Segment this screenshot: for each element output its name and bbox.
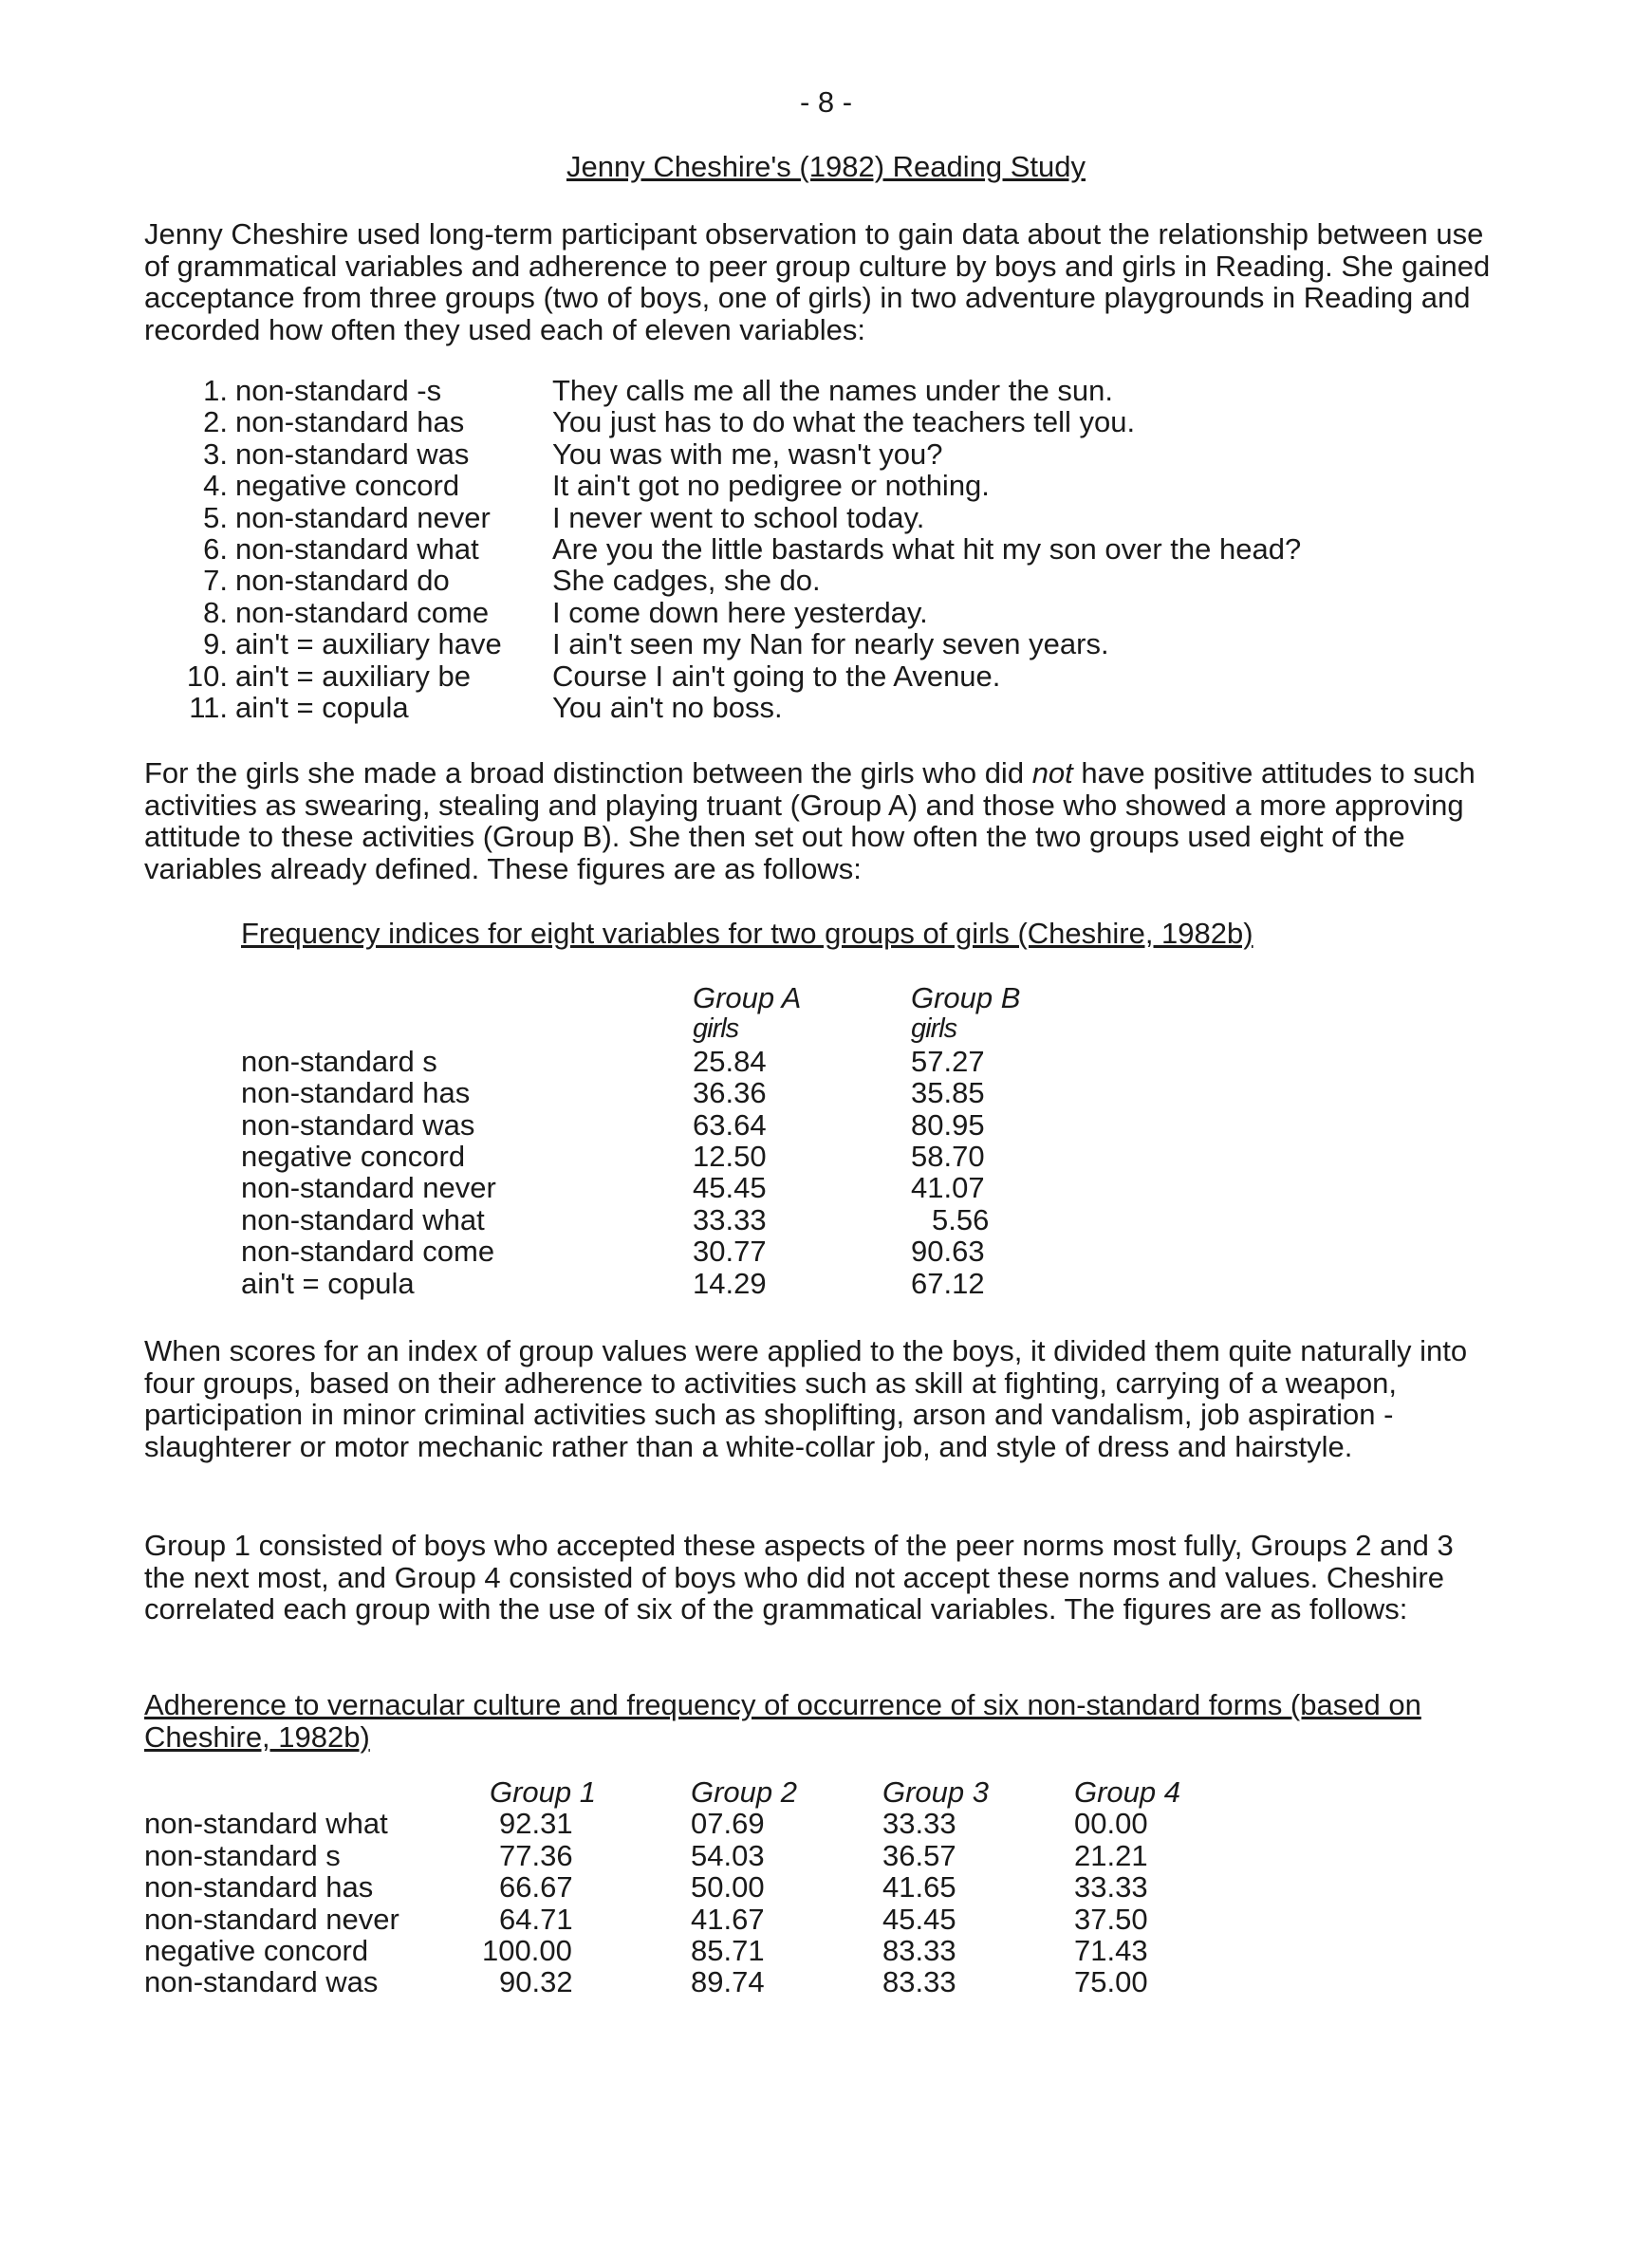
table-cell: 25.84	[693, 1044, 767, 1078]
list-item-example: She cadges, she do.	[552, 564, 821, 598]
list-item-example: I ain't seen my Nan for nearly seven years.	[552, 627, 1109, 661]
list-item-number: 7.	[203, 564, 228, 598]
column-header: Group 4	[1074, 1775, 1181, 1809]
list-item-variable: negative concord	[235, 469, 460, 503]
table-row	[144, 1935, 1180, 1966]
table-row	[144, 1840, 1180, 1871]
column-subheader: girls	[911, 1013, 957, 1045]
table-cell: 00.00	[1074, 1807, 1148, 1841]
row-label: negative concord	[241, 1140, 466, 1174]
column-header: Group 1	[490, 1775, 597, 1809]
table-cell: 33.33	[1074, 1870, 1148, 1904]
list-item	[180, 470, 1301, 501]
table-cell: 30.77	[693, 1235, 767, 1269]
boys-paragraph: When scores for an index of group values were applied to the boys, it divided them quite naturally into four groups, based on their adherence to activities such as skill at fighting, carrying of a weapon, participation in minor criminal activities such as shoplifting, arson and vandalism, job aspiration - slaughterer or motor mechanic rather than a white-collar job, and style of dress and hairstyle.	[144, 1334, 1468, 1463]
list-item-example: I come down here yesterday.	[552, 595, 928, 629]
list-item-variable: non-standard come	[235, 595, 490, 629]
girls-paragraph-text: For the girls she made a broad distinction between the girls who did	[144, 756, 1032, 790]
list-item-number: 3.	[203, 437, 228, 471]
list-item-number: 11.	[189, 691, 228, 725]
row-label: non-standard never	[144, 1902, 399, 1936]
row-label: non-standard s	[241, 1044, 437, 1078]
girls-paragraph	[144, 757, 1492, 884]
table-cell: 33.33	[693, 1202, 767, 1236]
table-cell: 37.50	[1074, 1902, 1148, 1936]
table-cell: 41.65	[882, 1870, 956, 1904]
list-item-example: You just has to do what the teachers tell you.	[552, 405, 1136, 439]
row-label: non-standard what	[144, 1807, 388, 1841]
list-item-example: They calls me all the names under the sun.	[552, 374, 1114, 407]
table-row	[241, 1141, 1020, 1172]
table-row	[241, 1172, 1020, 1203]
table-cell: 63.64	[693, 1107, 767, 1142]
page-title: Jenny Cheshire's (1982) Reading Study	[566, 150, 1086, 183]
table-cell: 45.45	[882, 1902, 956, 1936]
table-cell: 50.00	[691, 1870, 765, 1904]
variable-list	[180, 375, 1301, 723]
table-cell: 07.69	[691, 1807, 765, 1841]
table-cell: 67.12	[911, 1266, 985, 1300]
table-caption: Adherence to vernacular culture and frequency of occurrence of six non-standard forms (based on Cheshire, 1982b)	[144, 1688, 1421, 1754]
list-item-example: You ain't no boss.	[552, 691, 783, 725]
list-item	[180, 660, 1301, 692]
list-item-variable: non-standard do	[235, 564, 450, 598]
row-label: non-standard never	[241, 1171, 496, 1205]
table-cell: 33.33	[882, 1807, 956, 1841]
table-row	[144, 1871, 1180, 1903]
row-label: non-standard was	[241, 1107, 475, 1142]
list-item-variable: ain't = auxiliary be	[235, 659, 472, 693]
list-item	[180, 597, 1301, 628]
table-row	[241, 1077, 1020, 1108]
table-cell: 57.27	[911, 1044, 985, 1078]
list-item	[180, 406, 1301, 437]
table-cell: 41.07	[911, 1171, 985, 1205]
table-cell: 58.70	[911, 1140, 985, 1174]
table-cell: 75.00	[1074, 1965, 1148, 1999]
table-subheader-row	[241, 1013, 1020, 1045]
girls-frequency-table	[241, 982, 1020, 1299]
table-cell: 90.32	[499, 1965, 573, 1999]
list-item-number: 6.	[203, 532, 228, 567]
list-item-variable: non-standard was	[235, 437, 470, 471]
table-row	[241, 1046, 1020, 1077]
list-item	[180, 502, 1301, 533]
table-cell: 80.95	[911, 1107, 985, 1142]
table-cell: 89.74	[691, 1965, 765, 1999]
girls-paragraph-text: have positive attitudes to such activities as swearing, stealing and playing truant (Group A) and those who showed a more approving attitude to these activities (Group B). She then set out how often the two groups used eight of the variables already defined. These figures are as follows:	[144, 756, 1476, 885]
table-cell: 41.67	[691, 1902, 765, 1936]
column-header: Group 2	[691, 1775, 798, 1809]
groups-paragraph: Group 1 consisted of boys who accepted these aspects of the peer norms most fully, Groups 2 and 3 the next most, and Group 4 consisted of boys who did not accept these norms and values. Cheshire correlated each group with the use of six of the grammatical variables. The figures are as follows:	[144, 1529, 1454, 1626]
list-item-number: 4.	[203, 469, 228, 503]
list-item-example: I never went to school today.	[552, 500, 925, 534]
row-label: non-standard come	[241, 1235, 495, 1269]
row-label: non-standard was	[144, 1965, 379, 1999]
list-item-variable: ain't = auxiliary have	[235, 627, 502, 661]
list-item-example: You was with me, wasn't you?	[552, 437, 943, 471]
table-row	[144, 1966, 1180, 1997]
list-item-number: 2.	[203, 405, 228, 439]
list-item	[180, 565, 1301, 596]
row-label: non-standard has	[144, 1870, 374, 1904]
column-header: Group 3	[882, 1775, 990, 1809]
list-item-variable: non-standard never	[235, 500, 491, 534]
list-item	[180, 628, 1301, 660]
table-cell: 77.36	[499, 1838, 573, 1872]
table-header-empty	[241, 982, 693, 1013]
row-label: ain't = copula	[241, 1266, 415, 1300]
list-item-variable: non-standard what	[235, 532, 479, 567]
table-row	[144, 1808, 1180, 1839]
table-row	[144, 1904, 1180, 1935]
column-header: Group A	[693, 981, 802, 1014]
table-cell: 83.33	[882, 1934, 956, 1968]
boys-frequency-table	[144, 1776, 1180, 1998]
list-item-number: 9.	[203, 627, 228, 661]
list-item-variable: non-standard has	[235, 405, 465, 439]
page-number: - 8 -	[799, 85, 853, 119]
row-label: negative concord	[144, 1934, 369, 1968]
table-row	[241, 1204, 1020, 1235]
list-item	[180, 438, 1301, 470]
girls-paragraph-emphasis: not	[1031, 756, 1073, 790]
column-subheader: girls	[693, 1013, 739, 1045]
table-row	[241, 1109, 1020, 1141]
table-subheader-empty	[241, 1013, 693, 1045]
list-item	[180, 692, 1301, 723]
list-item-example: Course I ain't going to the Avenue.	[552, 659, 1001, 693]
table-row	[241, 1268, 1020, 1299]
table-cell: 36.36	[693, 1076, 767, 1110]
table-header-row	[144, 1776, 1180, 1808]
row-label: non-standard s	[144, 1838, 341, 1872]
column-header: Group B	[911, 981, 1021, 1014]
table-cell: 83.33	[882, 1965, 956, 1999]
list-item-variable: non-standard -s	[235, 374, 442, 407]
intro-paragraph: Jenny Cheshire used long-term participant observation to gain data about the relationship between use of grammatical variables and adherence to peer group culture by boys and girls in Reading. She gained acceptance from three groups (two of boys, one of girls) in two adventure playgrounds in Reading and recorded how often they used each of eleven variables:	[144, 217, 1491, 346]
row-label: non-standard what	[241, 1202, 485, 1236]
list-item-number: 1.	[203, 374, 228, 407]
list-item-variable: ain't = copula	[235, 691, 409, 725]
table-cell: 21.21	[1074, 1838, 1148, 1872]
list-item	[180, 533, 1301, 565]
table-cell: 35.85	[911, 1076, 985, 1110]
table-cell: 71.43	[1074, 1934, 1148, 1968]
table-row	[241, 1235, 1020, 1267]
list-item	[180, 375, 1301, 406]
table-cell: 92.31	[499, 1807, 573, 1841]
table-cell: 45.45	[693, 1171, 767, 1205]
row-label: non-standard has	[241, 1076, 471, 1110]
table-cell: 64.71	[499, 1902, 573, 1936]
list-item-number: 8.	[203, 595, 228, 629]
table-cell: 36.57	[882, 1838, 956, 1872]
table-caption: Frequency indices for eight variables for two groups of girls (Cheshire, 1982b)	[241, 917, 1253, 950]
table-cell: 66.67	[499, 1870, 573, 1904]
list-item-example: It ain't got no pedigree or nothing.	[552, 469, 990, 503]
table-cell: 54.03	[691, 1838, 765, 1872]
list-item-number: 5.	[203, 500, 228, 534]
table-header-empty	[144, 1776, 482, 1808]
list-item-example: Are you the little bastards what hit my son over the head?	[552, 532, 1302, 567]
table-cell: 14.29	[693, 1266, 767, 1300]
table-header-row	[241, 982, 1020, 1013]
table-cell: 90.63	[911, 1235, 985, 1269]
table-cell: 5.56	[932, 1202, 990, 1236]
list-item-number: 10.	[186, 659, 228, 693]
table-cell: 12.50	[693, 1140, 767, 1174]
table-cell: 100.00	[482, 1934, 572, 1968]
table-cell: 85.71	[691, 1934, 765, 1968]
